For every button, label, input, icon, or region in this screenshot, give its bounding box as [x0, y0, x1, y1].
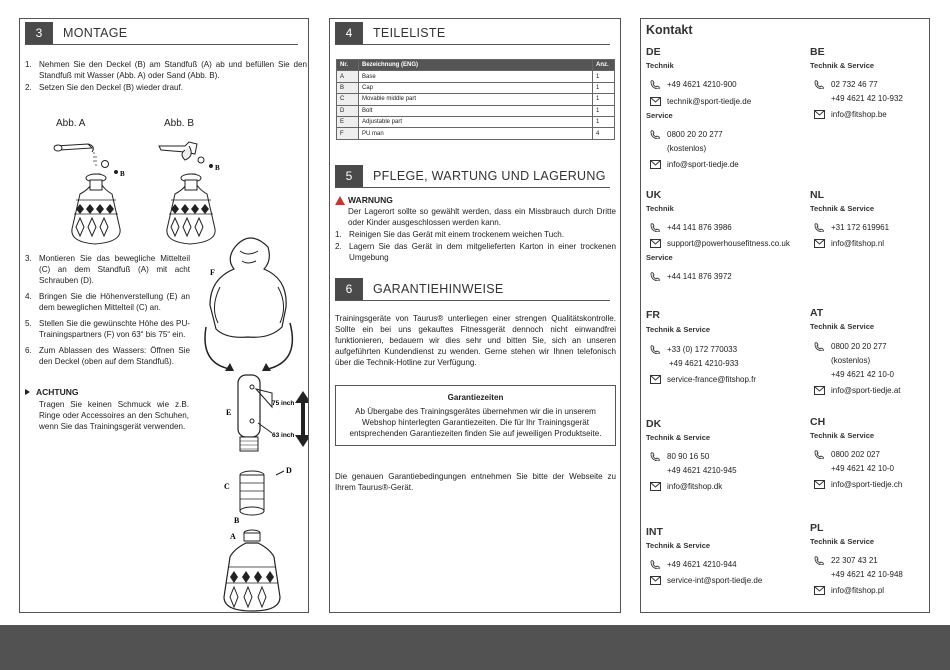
warning-icon	[335, 196, 345, 205]
step-item: 2. Setzen Sie den Deckel (B) wieder drauf.	[25, 83, 183, 92]
email-link[interactable]: info@sport-tiedje.ch	[831, 480, 903, 489]
montage-steps-bottom	[25, 253, 190, 372]
table-row: E Adjustable part 1	[337, 116, 615, 127]
phone-number: 0800 20 20 277	[831, 342, 887, 351]
phone-note: (kostenlos)	[667, 144, 707, 153]
montage-steps-top	[25, 59, 307, 94]
label-a: A	[230, 532, 236, 541]
phone-number: 80 90 16 50	[667, 452, 710, 461]
caution-text: Tragen Sie keinen Schmuck wie z.B. Ringe oder Accessoires an den Schuhen, wenn Sie das Trainingsgerät verwenden.	[39, 400, 189, 431]
label-technik-service: Technik & Service	[810, 322, 875, 331]
step-item: 5. Stellen Sie die gewünschte Höhe des PU-Trainingspartners (F) von 63“ bis 75“ ein.	[25, 319, 190, 339]
caution-heading: ACHTUNG	[25, 387, 79, 398]
phone-icon	[814, 80, 825, 89]
table-row: F PU man 4	[337, 128, 615, 139]
phone-number: +33 (0) 172 770033	[667, 345, 738, 354]
step-item: 1. Nehmen Sie den Deckel (B) am Standfuß (A) ab und befüllen Sie den Standfuß mit Wasser (Abb. A) oder Sand (Abb. B).	[25, 60, 307, 80]
phone-number: 0800 202 027	[831, 450, 880, 459]
section-header-teileliste	[335, 21, 610, 45]
section-number: 5	[335, 165, 363, 187]
mail-icon	[814, 386, 825, 395]
email-link[interactable]: service-int@sport-tiedje.de	[667, 576, 763, 585]
label-technik-service: Technik & Service	[646, 433, 711, 442]
col-header-qty: Anz.	[593, 60, 615, 71]
phone-number: +49 4621 4210-945	[667, 466, 737, 475]
phone-number: 0800 20 20 277	[667, 130, 723, 139]
country-code-uk: UK	[646, 189, 662, 201]
label-63-inch: 63 inch	[272, 432, 295, 439]
phone-icon	[814, 342, 825, 351]
warning-heading: WARNUNG	[335, 195, 393, 206]
label-service: Service	[646, 111, 673, 120]
section-title: TEILELISTE	[373, 25, 446, 40]
email-link[interactable]: info@fitshop.pl	[831, 586, 885, 595]
label-c: C	[224, 482, 230, 491]
email-link[interactable]: support@powerhousefitness.co.uk	[667, 239, 790, 248]
label-technik: Technik	[646, 204, 674, 213]
phone-icon	[650, 345, 661, 354]
figure-label-a: Abb. A	[56, 118, 86, 129]
phone-icon	[814, 556, 825, 565]
label-d: D	[286, 466, 292, 475]
table-row: D Bolt 1	[337, 105, 615, 116]
phone-icon	[814, 450, 825, 459]
figure-a-water-illustration	[50, 134, 150, 249]
phone-number: +44 141 876 3972	[667, 272, 732, 281]
section-number: 4	[335, 22, 363, 44]
section-header-pflege	[335, 164, 610, 188]
section-title: PFLEGE, WARTUNG UND LAGERUNG	[373, 168, 606, 183]
phone-number: 22 307 43 21	[831, 556, 878, 565]
country-code-de: DE	[646, 46, 661, 58]
care-steps	[335, 229, 616, 264]
panel-parts-care-warranty	[329, 18, 621, 613]
table-row: B Cap 1	[337, 82, 615, 93]
country-code-at: AT	[810, 307, 824, 319]
label-b: B	[234, 516, 240, 525]
warranty-box-title: Garantiezeiten	[447, 393, 504, 402]
table-row: A Base 1	[337, 71, 615, 82]
warning-text: Der Lagerort sollte so gewählt werden, dass ein Missbrauch durch Dritte oder Kinder ausgeschlossen werden kann.	[348, 207, 616, 227]
warranty-period-box	[335, 385, 616, 446]
warranty-intro: Trainingsgeräte von Taurus® unterliegen einer strengen Qualitätskontrolle. Sollte ein bei uns gekauftes Fitnessgerät dennoch nicht einwandfrei funktionieren, bedauern wir dies sehr und bitten Sie, sich an unseren aufgeführten Kundendienst zu wenden. Gerne stehen wir Ihnen telefonisch über die Technik-Hotline zur Verfügung.	[335, 314, 616, 367]
table-header-row	[337, 60, 615, 71]
phone-number: +49 4621 42 10-0	[831, 464, 894, 473]
email-link[interactable]: info@sport-tiedje.at	[831, 386, 901, 395]
country-code-nl: NL	[810, 189, 824, 201]
mail-icon	[650, 239, 661, 248]
country-code-int: INT	[646, 526, 663, 538]
label-f: F	[210, 268, 215, 277]
section-number: 6	[335, 278, 363, 300]
label-technik-service: Technik & Service	[810, 431, 875, 440]
mail-icon	[650, 97, 661, 106]
col-header-name: Bezeichnung (ENG)	[359, 60, 593, 71]
email-link[interactable]: info@fitshop.dk	[667, 482, 723, 491]
warranty-box-text: Ab Übergabe des Trainingsgerätes übernehmen wir die in unserem Webshop hinterlegten Garantiezeiten. Die für Ihr Trainingsgerät entsprechenden Garantiezeiten finden Sie auf jeweiligen Produktseite.	[349, 407, 602, 438]
phone-icon	[814, 223, 825, 232]
panel-kontakt	[640, 18, 930, 613]
phone-icon	[650, 223, 661, 232]
mail-icon	[650, 482, 661, 491]
phone-number: +44 141 876 3986	[667, 223, 732, 232]
svg-text:B: B	[120, 170, 125, 178]
panel-montage	[19, 18, 309, 613]
section-title: GARANTIEHINWEISE	[373, 281, 504, 296]
label-service: Service	[646, 253, 673, 262]
phone-number: +31 172 619961	[831, 223, 890, 232]
svg-text:B: B	[215, 164, 220, 172]
figure-label-b: Abb. B	[164, 118, 195, 129]
footer-bar	[0, 625, 950, 670]
country-code-fr: FR	[646, 309, 660, 321]
phone-icon	[650, 452, 661, 461]
mail-icon	[650, 375, 661, 384]
label-e: E	[226, 408, 232, 417]
section-number: 3	[25, 22, 53, 44]
step-item: 4. Bringen Sie die Höhenverstellung (E) an dem beweglichen Mittelteil (C) an.	[25, 292, 190, 312]
step-item: 6. Zum Ablassen des Wassers: Öffnen Sie den Deckel (oben auf dem Standfuß).	[25, 346, 190, 366]
assembly-exploded-diagram	[190, 227, 308, 612]
kontakt-title: Kontakt	[646, 23, 693, 37]
section-title: MONTAGE	[63, 25, 128, 40]
label-technik-service: Technik & Service	[646, 325, 711, 334]
phone-number: +49 4621 4210-900	[667, 80, 737, 89]
section-header-garantie	[335, 277, 610, 301]
email-link[interactable]: info@fitshop.be	[831, 110, 887, 119]
email-link[interactable]: service-france@fitshop.fr	[667, 375, 757, 384]
phone-number: +49 4621 4210-944	[667, 560, 737, 569]
table-row: C Movable middle part 1	[337, 94, 615, 105]
phone-icon	[650, 80, 661, 89]
phone-icon	[650, 560, 661, 569]
mail-icon	[814, 110, 825, 119]
label-75-inch: 75 inch	[272, 400, 295, 407]
label-technik: Technik	[646, 61, 674, 70]
label-technik-service: Technik & Service	[810, 537, 875, 546]
step-item: 1. Reinigen Sie das Gerät mit einem trockenem weichen Tuch.	[335, 230, 565, 239]
arrow-icon	[25, 389, 30, 395]
email-link[interactable]: info@sport-tiedje.de	[667, 160, 739, 169]
phone-note: (kostenlos)	[831, 356, 871, 365]
col-header-nr: Nr.	[337, 60, 359, 71]
label-technik-service: Technik & Service	[810, 61, 875, 70]
parts-table	[336, 59, 615, 140]
email-link[interactable]: info@fitshop.nl	[831, 239, 885, 248]
email-link[interactable]: technik@sport-tiedje.de	[667, 97, 752, 106]
mail-icon	[814, 586, 825, 595]
step-item: 2. Lagern Sie das Gerät in dem mitgelieferten Karton in einer trockenen Umgebung	[335, 242, 616, 262]
label-technik-service: Technik & Service	[646, 541, 711, 550]
phone-number: +49 4621 42 10-932	[831, 94, 903, 103]
phone-number: 02 732 46 77	[831, 80, 878, 89]
phone-number: +49 4621 4210-933	[669, 359, 739, 368]
mail-icon	[650, 576, 661, 585]
mail-icon	[814, 239, 825, 248]
mail-icon	[814, 480, 825, 489]
country-code-ch: CH	[810, 416, 826, 428]
section-header-montage	[25, 21, 298, 45]
country-code-dk: DK	[646, 418, 662, 430]
phone-icon	[650, 130, 661, 139]
label-technik-service: Technik & Service	[810, 204, 875, 213]
mail-icon	[650, 160, 661, 169]
phone-number: +49 4621 42 10-948	[831, 570, 903, 579]
phone-icon	[650, 272, 661, 281]
country-code-pl: PL	[810, 522, 824, 534]
warranty-outro: Die genauen Garantiebedingungen entnehmen Sie bitte der Webseite zu Ihrem Taurus®-Gerät.	[335, 472, 616, 492]
phone-number: +49 4621 42 10-0	[831, 370, 894, 379]
country-code-be: BE	[810, 46, 825, 58]
step-item: 3. Montieren Sie das bewegliche Mittelteil (C) an dem Standfuß (A) mit acht Schrauben (D).	[25, 254, 190, 285]
